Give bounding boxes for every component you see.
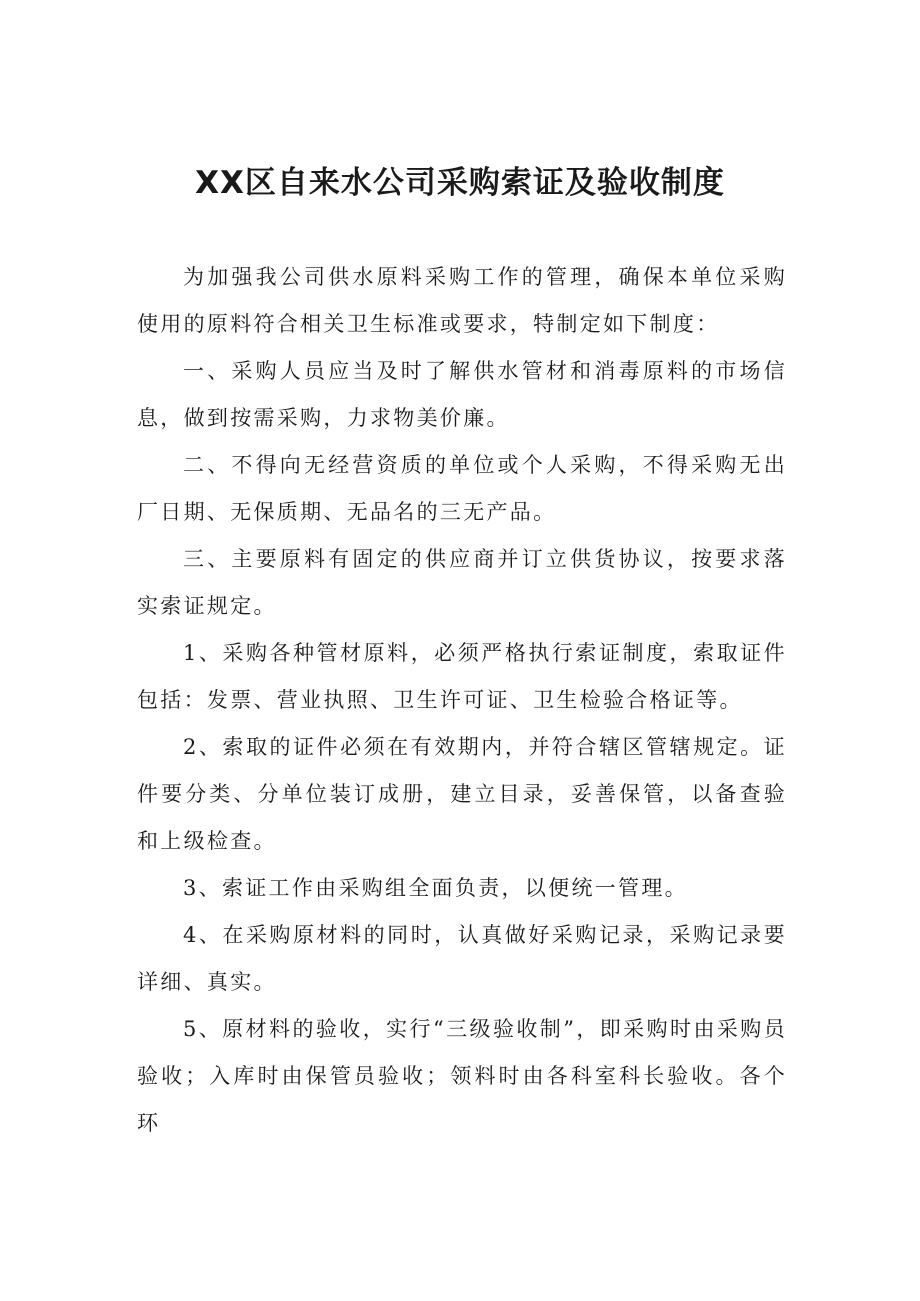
paragraph-intro: 为加强我公司供水原料采购工作的管理，确保本单位采购使用的原料符合相关卫生标准或要求，特制定如下制度： bbox=[137, 265, 787, 336]
paragraph-sub-3: 3、索证工作由采购组全面负责，以便统一管理。 bbox=[183, 876, 688, 900]
paragraph-item-2: 二、不得向无经营资质的单位或个人采购，不得采购无出厂日期、无保质期、无品名的三无产品。 bbox=[137, 453, 787, 524]
paragraph-sub-1: 1、采购各种管材原料，必须严格执行索证制度，索取证件包括：发票、营业执照、卫生许可证、卫生检验合格证等。 bbox=[137, 641, 787, 712]
document-body bbox=[137, 254, 787, 1147]
paragraph-sub-2: 2、索取的证件必须在有效期内，并符合辖区管辖规定。证件要分类、分单位装订成册，建立目录，妥善保管，以备查验和上级检查。 bbox=[137, 735, 787, 853]
paragraph-sub-5: 5、原材料的验收，实行“三级验收制”，即采购时由采购员验收；入库时由保管员验收；领料时由各科室科长验收。各个环 bbox=[137, 1017, 787, 1135]
paragraph-sub-4: 4、在采购原材料的同时，认真做好采购记录，采购记录要详细、真实。 bbox=[137, 923, 787, 994]
document-title: XX区自来水公司采购索证及验收制度 bbox=[195, 165, 725, 201]
paragraph-item-1: 一、采购人员应当及时了解供水管材和消毒原料的市场信息，做到按需采购，力求物美价廉。 bbox=[137, 359, 787, 430]
paragraph-item-3: 三、主要原料有固定的供应商并订立供货协议，按要求落实索证规定。 bbox=[137, 547, 787, 618]
